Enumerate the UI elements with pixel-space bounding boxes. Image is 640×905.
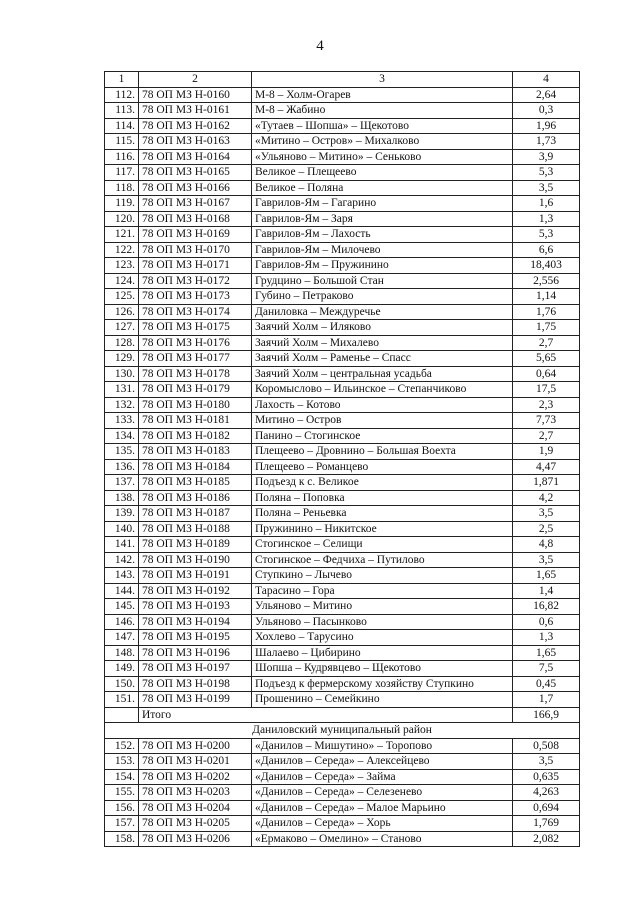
row-number: 154. [105, 769, 139, 785]
road-name: Даниловка – Междуречье [252, 304, 513, 320]
row-number: 118. [105, 180, 139, 196]
road-code: 78 ОП МЗ Н-0181 [139, 413, 252, 429]
road-name: Лахость – Котово [252, 397, 513, 413]
road-length: 5,3 [513, 227, 580, 243]
road-code: 78 ОП МЗ Н-0168 [139, 211, 252, 227]
road-code: 78 ОП МЗ Н-0206 [139, 831, 252, 847]
road-length: 3,5 [513, 754, 580, 770]
road-code: 78 ОП МЗ Н-0162 [139, 118, 252, 134]
total-value: 166,9 [513, 707, 580, 723]
table-row [105, 692, 580, 708]
road-code: 78 ОП МЗ Н-0188 [139, 521, 252, 537]
table-row [105, 320, 580, 336]
row-number: 144. [105, 583, 139, 599]
table-row [105, 800, 580, 816]
road-code: 78 ОП МЗ Н-0192 [139, 583, 252, 599]
rows-group-b [105, 738, 580, 847]
road-length: 4,8 [513, 537, 580, 553]
road-length: 6,6 [513, 242, 580, 258]
road-length: 0,694 [513, 800, 580, 816]
row-number: 120. [105, 211, 139, 227]
road-name: Ульяново – Митино [252, 599, 513, 615]
road-length: 7,73 [513, 413, 580, 429]
table-row [105, 196, 580, 212]
road-code: 78 ОП МЗ Н-0193 [139, 599, 252, 615]
row-number: 143. [105, 568, 139, 584]
road-name: Поляна – Поповка [252, 490, 513, 506]
road-name: Великое – Плещеево [252, 165, 513, 181]
road-length: 17,5 [513, 382, 580, 398]
table-row [105, 413, 580, 429]
road-name: Гаврилов-Ям – Лахость [252, 227, 513, 243]
table-row [105, 351, 580, 367]
road-code: 78 ОП МЗ Н-0195 [139, 630, 252, 646]
road-code: 78 ОП МЗ Н-0200 [139, 738, 252, 754]
road-name: Плещеево – Романцево [252, 459, 513, 475]
road-name: «Тутаев – Шопша» – Щекотово [252, 118, 513, 134]
total-row [105, 707, 580, 723]
table-row [105, 103, 580, 119]
road-code: 78 ОП МЗ Н-0176 [139, 335, 252, 351]
table-row [105, 676, 580, 692]
road-code: 78 ОП МЗ Н-0201 [139, 754, 252, 770]
row-number: 150. [105, 676, 139, 692]
row-number: 122. [105, 242, 139, 258]
table-row [105, 816, 580, 832]
table-row [105, 335, 580, 351]
row-number: 157. [105, 816, 139, 832]
row-number: 142. [105, 552, 139, 568]
road-name: Заячий Холм – Раменье – Спасс [252, 351, 513, 367]
roads-table [104, 71, 580, 847]
road-code: 78 ОП МЗ Н-0189 [139, 537, 252, 553]
road-name: Стогинское – Селищи [252, 537, 513, 553]
table-row [105, 258, 580, 274]
column-header-2: 2 [139, 72, 252, 88]
road-name: «Митино – Остров» – Михалково [252, 134, 513, 150]
road-name: Гаврилов-Ям – Гагарино [252, 196, 513, 212]
road-code: 78 ОП МЗ Н-0202 [139, 769, 252, 785]
row-number: 134. [105, 428, 139, 444]
table-row [105, 630, 580, 646]
table-row [105, 661, 580, 677]
row-number: 141. [105, 537, 139, 553]
road-code: 78 ОП МЗ Н-0166 [139, 180, 252, 196]
table-row [105, 645, 580, 661]
road-code: 78 ОП МЗ Н-0205 [139, 816, 252, 832]
road-name: М-8 – Холм-Огарев [252, 87, 513, 103]
table-row [105, 568, 580, 584]
road-length: 0,3 [513, 103, 580, 119]
road-code: 78 ОП МЗ Н-0163 [139, 134, 252, 150]
row-number: 135. [105, 444, 139, 460]
road-name: «Данилов – Мишутино» – Торопово [252, 738, 513, 754]
road-name: Гаврилов-Ям – Милочево [252, 242, 513, 258]
road-code: 78 ОП МЗ Н-0204 [139, 800, 252, 816]
road-length: 1,6 [513, 196, 580, 212]
row-number: 116. [105, 149, 139, 165]
road-name: Митино – Остров [252, 413, 513, 429]
row-number: 127. [105, 320, 139, 336]
road-code: 78 ОП МЗ Н-0191 [139, 568, 252, 584]
road-code: 78 ОП МЗ Н-0182 [139, 428, 252, 444]
table-row [105, 134, 580, 150]
road-length: 0,64 [513, 366, 580, 382]
page-number: 4 [316, 38, 324, 54]
table-row [105, 289, 580, 305]
row-number: 147. [105, 630, 139, 646]
road-length: 1,4 [513, 583, 580, 599]
road-name: «Ульяново – Митино» – Сеньково [252, 149, 513, 165]
table-row [105, 444, 580, 460]
road-code: 78 ОП МЗ Н-0171 [139, 258, 252, 274]
row-number: 148. [105, 645, 139, 661]
road-name: Хохлево – Тарусино [252, 630, 513, 646]
road-length: 1,96 [513, 118, 580, 134]
table-row [105, 583, 580, 599]
road-name: Губино – Петраково [252, 289, 513, 305]
table-row [105, 754, 580, 770]
row-number: 113. [105, 103, 139, 119]
road-length: 0,635 [513, 769, 580, 785]
table-row [105, 831, 580, 847]
road-name: Великое – Поляна [252, 180, 513, 196]
table-row [105, 304, 580, 320]
road-code: 78 ОП МЗ Н-0186 [139, 490, 252, 506]
road-name: Панино – Стогинское [252, 428, 513, 444]
column-header-4: 4 [513, 72, 580, 88]
road-name: Коромыслово – Ильинское – Степанчиково [252, 382, 513, 398]
road-length: 1,871 [513, 475, 580, 491]
road-code: 78 ОП МЗ Н-0194 [139, 614, 252, 630]
section-title: Даниловский муниципальный район [105, 723, 580, 739]
table-row [105, 165, 580, 181]
row-number: 112. [105, 87, 139, 103]
row-number: 123. [105, 258, 139, 274]
row-number: 128. [105, 335, 139, 351]
row-number: 145. [105, 599, 139, 615]
table-row [105, 537, 580, 553]
road-code: 78 ОП МЗ Н-0169 [139, 227, 252, 243]
row-number: 156. [105, 800, 139, 816]
road-code: 78 ОП МЗ Н-0160 [139, 87, 252, 103]
table-row [105, 242, 580, 258]
table-row [105, 382, 580, 398]
road-name: Тарасино – Гора [252, 583, 513, 599]
row-number: 130. [105, 366, 139, 382]
table-row [105, 785, 580, 801]
road-length: 1,14 [513, 289, 580, 305]
road-length: 1,9 [513, 444, 580, 460]
road-code: 78 ОП МЗ Н-0173 [139, 289, 252, 305]
road-name: «Данилов – Середа» – Селезенево [252, 785, 513, 801]
row-number: 146. [105, 614, 139, 630]
row-number: 153. [105, 754, 139, 770]
road-code: 78 ОП МЗ Н-0180 [139, 397, 252, 413]
road-code: 78 ОП МЗ Н-0179 [139, 382, 252, 398]
row-number: 129. [105, 351, 139, 367]
road-name: Ульяново – Пасынково [252, 614, 513, 630]
road-name: «Ермаково – Омелино» – Станово [252, 831, 513, 847]
road-code: 78 ОП МЗ Н-0178 [139, 366, 252, 382]
road-name: Прошенино – Семейкино [252, 692, 513, 708]
road-name: Плещеево – Дровнино – Большая Воехта [252, 444, 513, 460]
row-number: 155. [105, 785, 139, 801]
table-row [105, 475, 580, 491]
table-row [105, 459, 580, 475]
total-label: Итого [139, 707, 513, 723]
row-number: 125. [105, 289, 139, 305]
road-length: 2,64 [513, 87, 580, 103]
row-number: 121. [105, 227, 139, 243]
road-code: 78 ОП МЗ Н-0174 [139, 304, 252, 320]
row-number: 151. [105, 692, 139, 708]
road-code: 78 ОП МЗ Н-0167 [139, 196, 252, 212]
table-row [105, 738, 580, 754]
total-group [105, 707, 580, 738]
table-row [105, 227, 580, 243]
column-header-1: 1 [105, 72, 139, 88]
table-row [105, 521, 580, 537]
row-number: 149. [105, 661, 139, 677]
road-name: М-8 – Жабино [252, 103, 513, 119]
road-name: «Данилов – Середа» – Малое Марьино [252, 800, 513, 816]
road-code: 78 ОП МЗ Н-0199 [139, 692, 252, 708]
road-length: 1,75 [513, 320, 580, 336]
table-row [105, 273, 580, 289]
table-row [105, 149, 580, 165]
table-row [105, 180, 580, 196]
total-cell-empty [105, 707, 139, 723]
row-number: 139. [105, 506, 139, 522]
road-length: 0,45 [513, 676, 580, 692]
road-name: «Данилов – Середа» – Алексейцево [252, 754, 513, 770]
row-number: 124. [105, 273, 139, 289]
road-code: 78 ОП МЗ Н-0164 [139, 149, 252, 165]
rows-group-a [105, 87, 580, 707]
road-name: Подъезд к с. Великое [252, 475, 513, 491]
road-name: Подъезд к фермерскому хозяйству Ступкино [252, 676, 513, 692]
road-name: Шалаево – Цибирино [252, 645, 513, 661]
road-length: 3,5 [513, 180, 580, 196]
road-code: 78 ОП МЗ Н-0175 [139, 320, 252, 336]
road-length: 1,7 [513, 692, 580, 708]
road-length: 2,7 [513, 428, 580, 444]
road-name: Пружинино – Никитское [252, 521, 513, 537]
table-row [105, 366, 580, 382]
row-number: 136. [105, 459, 139, 475]
road-name: Поляна – Реньевка [252, 506, 513, 522]
row-number: 152. [105, 738, 139, 754]
road-length: 2,5 [513, 521, 580, 537]
road-code: 78 ОП МЗ Н-0187 [139, 506, 252, 522]
row-number: 126. [105, 304, 139, 320]
road-code: 78 ОП МЗ Н-0185 [139, 475, 252, 491]
road-length: 2,7 [513, 335, 580, 351]
road-name: Заячий Холм – Михалево [252, 335, 513, 351]
road-length: 2,556 [513, 273, 580, 289]
road-name: Гаврилов-Ям – Заря [252, 211, 513, 227]
row-number: 158. [105, 831, 139, 847]
table-row [105, 118, 580, 134]
road-length: 1,3 [513, 630, 580, 646]
road-length: 3,5 [513, 552, 580, 568]
row-number: 138. [105, 490, 139, 506]
road-length: 3,9 [513, 149, 580, 165]
table-row [105, 490, 580, 506]
row-number: 132. [105, 397, 139, 413]
road-code: 78 ОП МЗ Н-0172 [139, 273, 252, 289]
road-code: 78 ОП МЗ Н-0203 [139, 785, 252, 801]
road-length: 1,65 [513, 645, 580, 661]
road-name: «Данилов – Середа» – Займа [252, 769, 513, 785]
road-length: 5,65 [513, 351, 580, 367]
road-code: 78 ОП МЗ Н-0190 [139, 552, 252, 568]
table-row [105, 506, 580, 522]
road-length: 4,47 [513, 459, 580, 475]
table-header-row [105, 72, 580, 88]
road-name: Стогинское – Федчиха – Путилово [252, 552, 513, 568]
road-length: 16,82 [513, 599, 580, 615]
row-number: 115. [105, 134, 139, 150]
row-number: 119. [105, 196, 139, 212]
road-code: 78 ОП МЗ Н-0165 [139, 165, 252, 181]
table-row [105, 769, 580, 785]
road-name: Заячий Холм – Иляково [252, 320, 513, 336]
row-number: 114. [105, 118, 139, 134]
road-length: 1,3 [513, 211, 580, 227]
table-row [105, 428, 580, 444]
road-length: 3,5 [513, 506, 580, 522]
road-length: 0,6 [513, 614, 580, 630]
row-number: 140. [105, 521, 139, 537]
road-length: 4,263 [513, 785, 580, 801]
table-row [105, 552, 580, 568]
road-name: Гаврилов-Ям – Пружинино [252, 258, 513, 274]
row-number: 117. [105, 165, 139, 181]
road-code: 78 ОП МЗ Н-0198 [139, 676, 252, 692]
road-name: «Данилов – Середа» – Хорь [252, 816, 513, 832]
table-row [105, 397, 580, 413]
road-name: Заячий Холм – центральная усадьба [252, 366, 513, 382]
road-length: 2,3 [513, 397, 580, 413]
road-length: 2,082 [513, 831, 580, 847]
table-row [105, 599, 580, 615]
road-length: 1,769 [513, 816, 580, 832]
row-number: 137. [105, 475, 139, 491]
row-number: 133. [105, 413, 139, 429]
road-length: 5,3 [513, 165, 580, 181]
road-code: 78 ОП МЗ Н-0161 [139, 103, 252, 119]
table-row [105, 87, 580, 103]
road-code: 78 ОП МЗ Н-0196 [139, 645, 252, 661]
road-name: Грудцино – Большой Стан [252, 273, 513, 289]
road-length: 1,65 [513, 568, 580, 584]
table-row [105, 211, 580, 227]
road-length: 0,508 [513, 738, 580, 754]
road-name: Ступкино – Лычево [252, 568, 513, 584]
road-length: 7,5 [513, 661, 580, 677]
road-code: 78 ОП МЗ Н-0177 [139, 351, 252, 367]
road-name: Шопша – Кудрявцево – Щекотово [252, 661, 513, 677]
road-length: 1,73 [513, 134, 580, 150]
road-code: 78 ОП МЗ Н-0197 [139, 661, 252, 677]
road-code: 78 ОП МЗ Н-0183 [139, 444, 252, 460]
column-header-3: 3 [252, 72, 513, 88]
road-length: 18,403 [513, 258, 580, 274]
road-length: 4,2 [513, 490, 580, 506]
road-length: 1,76 [513, 304, 580, 320]
road-code: 78 ОП МЗ Н-0184 [139, 459, 252, 475]
table-row [105, 614, 580, 630]
row-number: 131. [105, 382, 139, 398]
road-code: 78 ОП МЗ Н-0170 [139, 242, 252, 258]
section-row [105, 723, 580, 739]
